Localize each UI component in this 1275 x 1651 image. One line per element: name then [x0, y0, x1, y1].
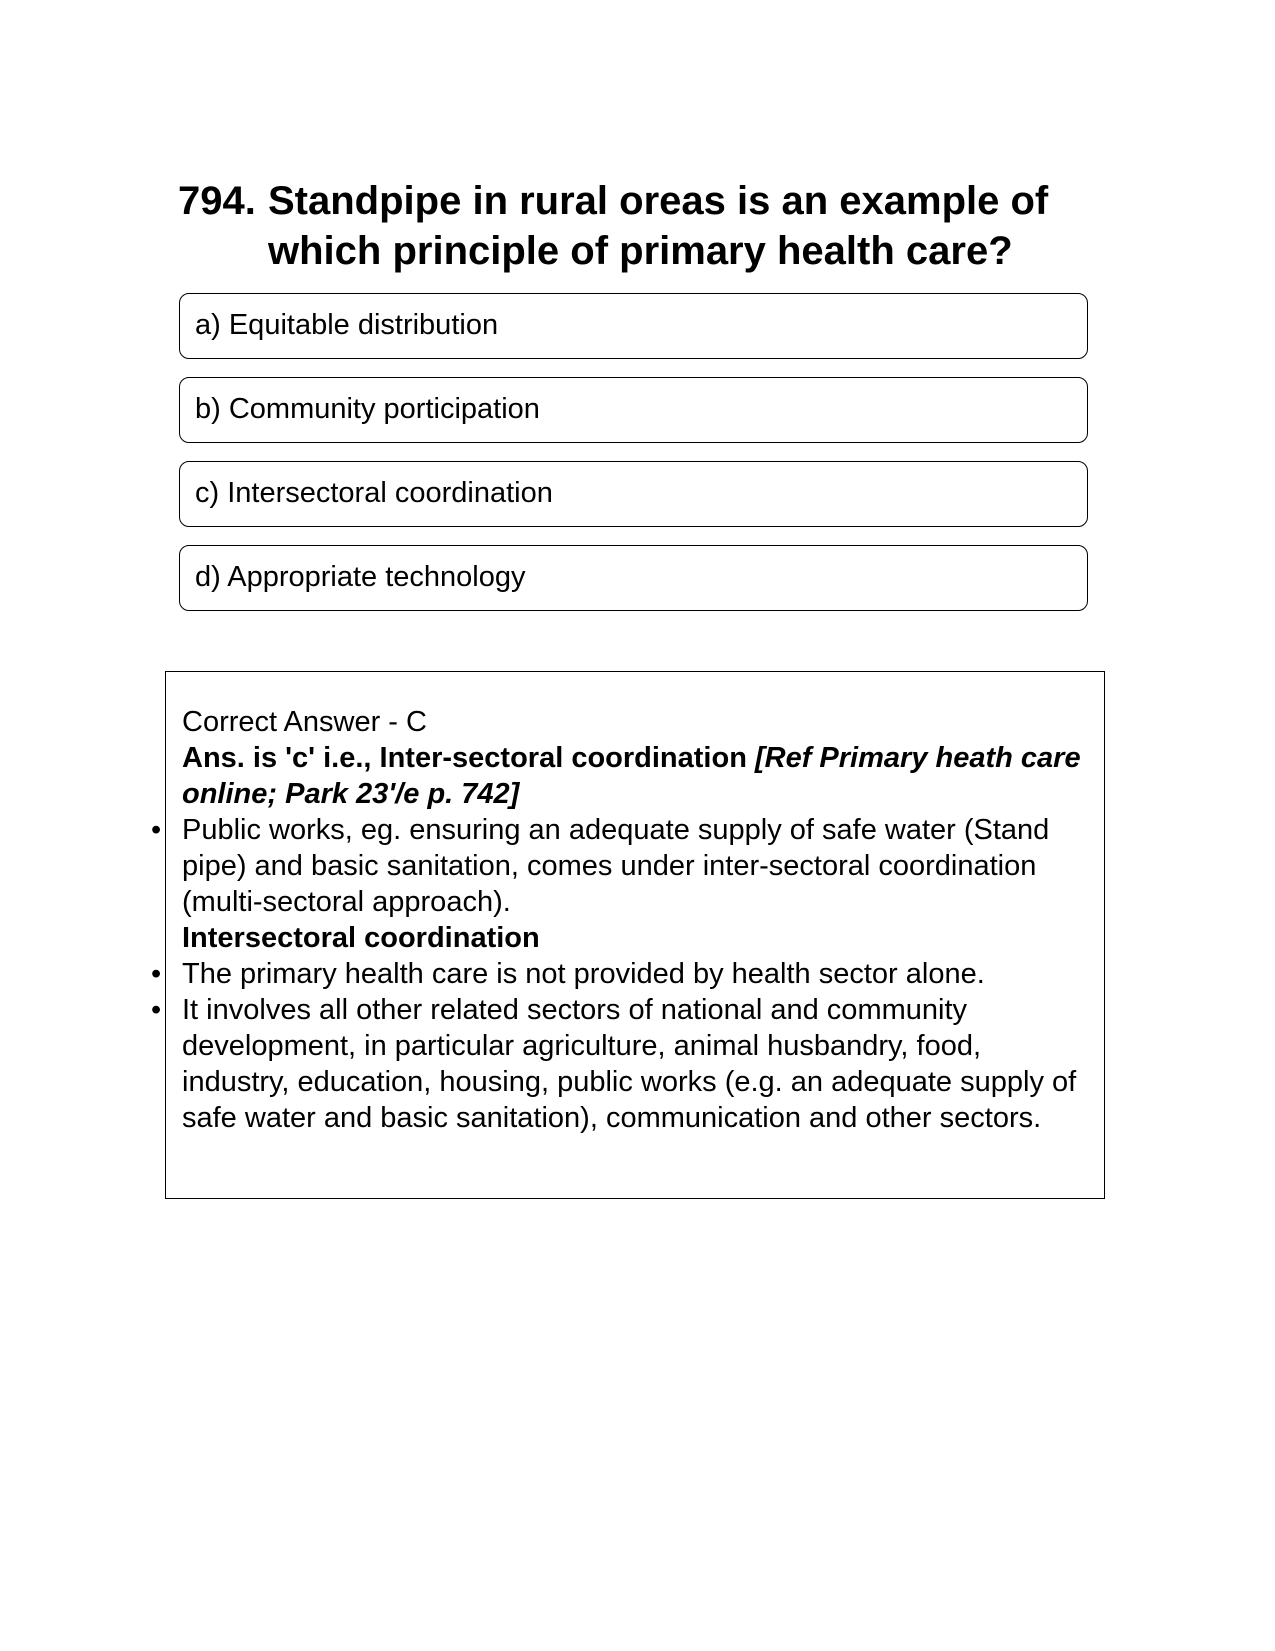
option-a[interactable]: a) Equitable distribution [179, 293, 1088, 359]
explanation-heading: Intersectoral coordination [182, 922, 540, 954]
question [178, 176, 1098, 276]
option-d[interactable]: d) Appropriate technology [179, 545, 1088, 611]
explanation-bullet-1: • Public works, eg. ensuring an adequate supply of safe water (Stand pipe) and basic sanitation, comes under inter-sectoral coordination (multi-sectoral approach). [182, 812, 1084, 920]
answer-statement [182, 740, 1084, 812]
option-b[interactable]: b) Community porticipation [179, 377, 1088, 443]
question-text: Standpipe in rural oreas is an example of which principle of primary health care? [268, 179, 1049, 273]
question-number: 794. [178, 179, 256, 223]
answer-bold-text: Ans. is 'c' i.e., Inter-sectoral coordination [182, 742, 755, 774]
explanation-bullet-2: • The primary health care is not provided by health sector alone. [182, 956, 1084, 992]
answer-box [165, 671, 1105, 1199]
explanation-bullet-3: • It involves all other related sectors of national and community development, in particular agriculture, animal husbandry, food, industry, education, housing, public works (e.g. an adequate supply of safe water and basic sanitation), communication and other sectors. [182, 992, 1084, 1136]
answer-reference: [Ref Primary heath care online; Park 23'/e p. 742] [182, 742, 1081, 810]
option-c[interactable]: c) Intersectoral coordination [179, 461, 1088, 527]
correct-answer: Correct Answer - C [182, 706, 427, 738]
